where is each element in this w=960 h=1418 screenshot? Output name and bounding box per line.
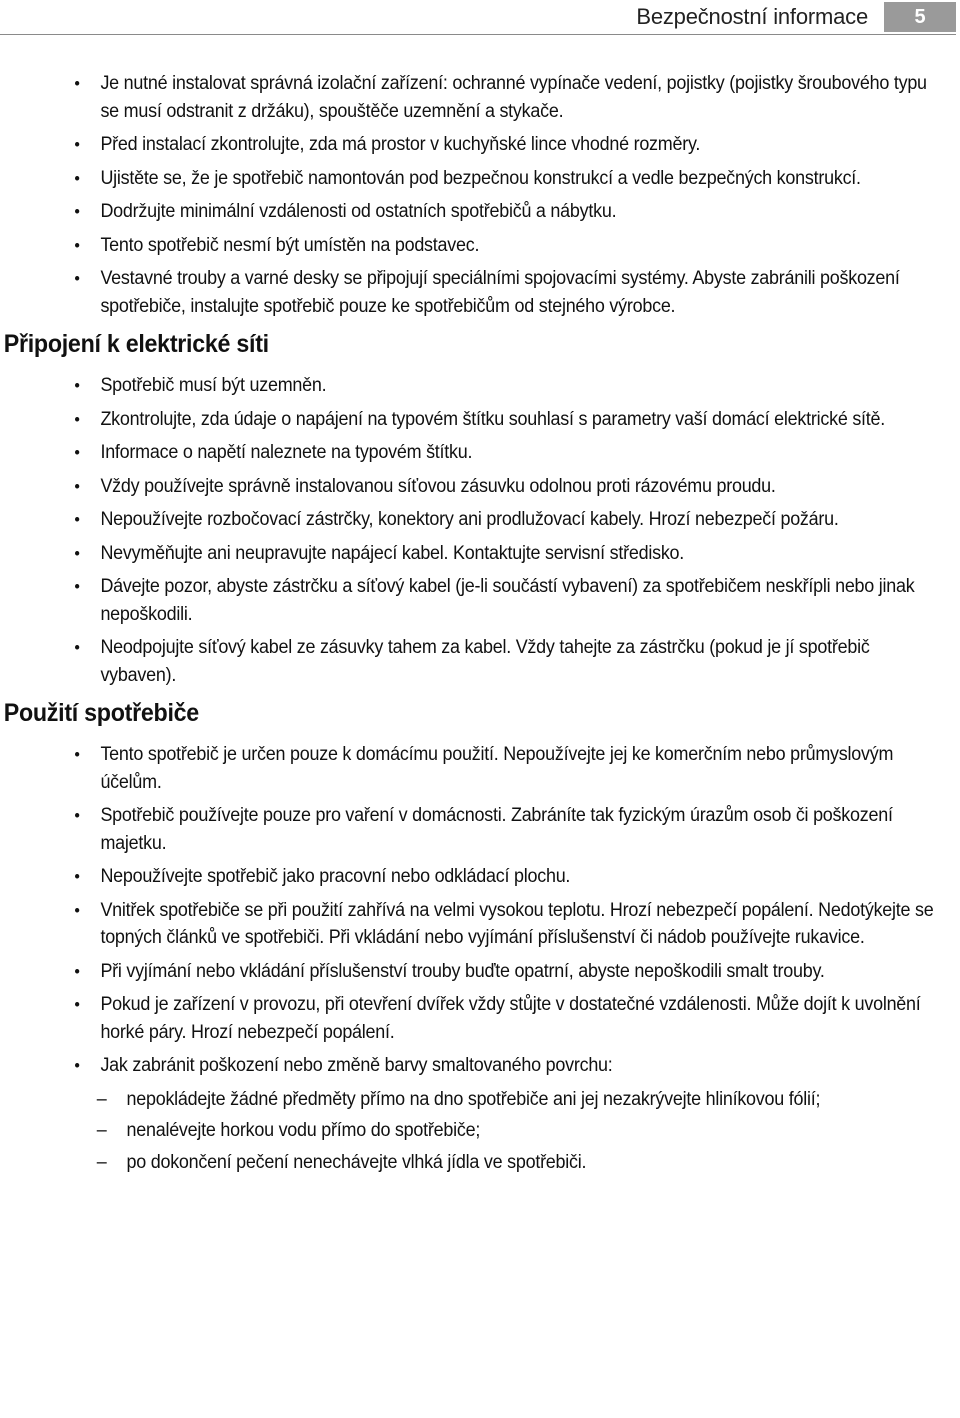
- sub-list-item: – nenalévejte horkou vodu přímo do spotřebiče;: [0, 1117, 949, 1145]
- header-title: Bezpečnostní informace: [636, 4, 868, 29]
- list-item: • Tento spotřebič je určen pouze k domácímu použití. Nepoužívejte jej ke komerčním nebo průmyslovým účelům.: [0, 741, 949, 796]
- list-item: • Vestavné trouby a varné desky se připojují speciálními spojovacími systémy. Abyste zabránili poškození spotřebiče, instalujte spotřebič pouze ke spotřebičům od stejného výrobce.: [0, 265, 949, 320]
- list-item: • Před instalací zkontrolujte, zda má prostor v kuchyňské lince vhodné rozměry.: [0, 131, 949, 159]
- page-content: [0, 70, 949, 1180]
- list-item: • Neodpojujte síťový kabel ze zásuvky tahem za kabel. Vždy tahejte za zástrčku (pokud je jí spotřebič vybaven).: [0, 634, 949, 689]
- list-item: • Dávejte pozor, abyste zástrčku a síťový kabel (je-li součástí vybavení) za spotřebičem neskřípli nebo jinak nepoškodili.: [0, 573, 949, 628]
- page-header: [0, 0, 960, 36]
- sub-list-item: – po dokončení pečení nenechávejte vlhká jídla ve spotřebiči.: [0, 1149, 949, 1177]
- list-item: • Informace o napětí naleznete na typovém štítku.: [0, 439, 949, 467]
- list-item: • Pokud je zařízení v provozu, při otevření dvířek vždy stůjte v dostatečné vzdálenosti. Může dojít k uvolnění horké páry. Hrozí nebezpečí popálení.: [0, 991, 949, 1046]
- list-item: • Nepoužívejte spotřebič jako pracovní nebo odkládací plochu.: [0, 863, 949, 891]
- list-item: • Dodržujte minimální vzdálenosti od ostatních spotřebičů a nábytku.: [0, 198, 949, 226]
- list-item: • Spotřebič musí být uzemněn.: [0, 372, 949, 400]
- section-heading-usage: Použití spotřebiče: [3, 699, 199, 727]
- list-item: • Je nutné instalovat správná izolační zařízení: ochranné vypínače vedení, pojistky (pojistky šroubového typu se musí odstranit z držáku), spouštěče uzemnění a stykače.: [0, 70, 949, 125]
- list-item: • Vždy používejte správně instalovanou síťovou zásuvku odolnou proti rázovému proudu.: [0, 473, 949, 501]
- sub-list-item: – nepokládejte žádné předměty přímo na dno spotřebiče ani jej nezakrývejte hliníkovou fólií;: [0, 1086, 949, 1114]
- section-heading-electric: Připojení k elektrické síti: [3, 330, 269, 358]
- list-item: • Spotřebič používejte pouze pro vaření v domácnosti. Zabráníte tak fyzickým úrazům osob či poškození majetku.: [0, 802, 949, 857]
- list-item: • Nepoužívejte rozbočovací zástrčky, konektory ani prodlužovací kabely. Hrozí nebezpečí požáru.: [0, 506, 949, 534]
- list-item: • Při vyjímání nebo vkládání příslušenství trouby buďte opatrní, abyste nepoškodili smalt trouby.: [0, 958, 949, 986]
- list-item: • Zkontrolujte, zda údaje o napájení na typovém štítku souhlasí s parametry vaší domácí elektrické sítě.: [0, 406, 949, 434]
- intro-list: [0, 70, 949, 320]
- header-divider: [0, 34, 956, 35]
- list-item: • Nevyměňujte ani neupravujte napájecí kabel. Kontaktujte servisní středisko.: [0, 540, 949, 568]
- list-item: • Tento spotřebič nesmí být umístěn na podstavec.: [0, 232, 949, 260]
- electric-list: [0, 372, 949, 689]
- page-number-badge: 5: [884, 2, 956, 32]
- list-item: • Vnitřek spotřebiče se při použití zahřívá na velmi vysokou teplotu. Hrozí nebezpečí popálení. Nedotýkejte se topných článků ve spotřebiči. Při vkládání nebo vyjímání příslušenství či nádob používejte rukavice.: [0, 897, 949, 952]
- usage-sub-list: [0, 1086, 949, 1177]
- usage-list: [0, 741, 949, 1080]
- list-item: • Jak zabránit poškození nebo změně barvy smaltovaného povrchu:: [0, 1052, 949, 1080]
- list-item: • Ujistěte se, že je spotřebič namontován pod bezpečnou konstrukcí a vedle bezpečných konstrukcí.: [0, 165, 949, 193]
